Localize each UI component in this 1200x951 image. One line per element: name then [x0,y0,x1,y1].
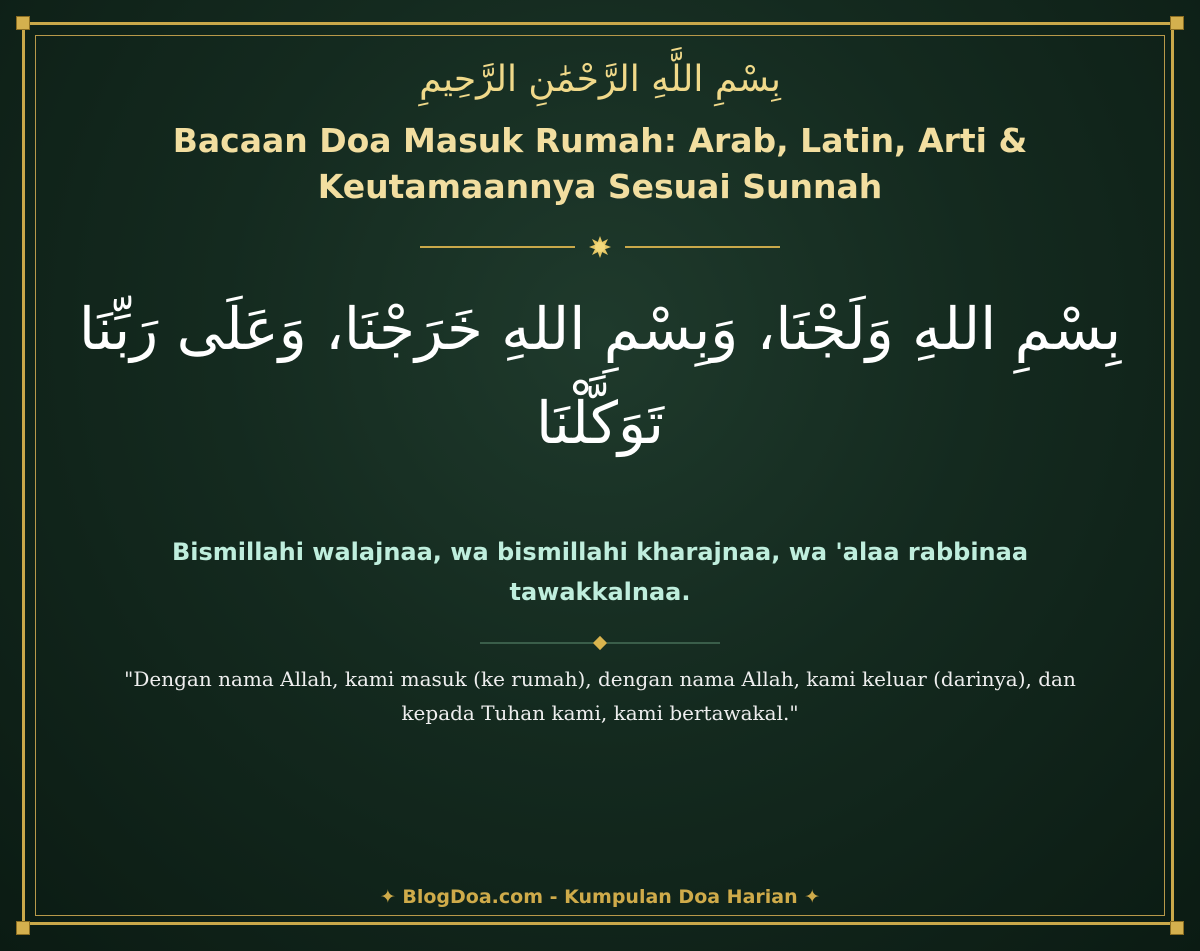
bismillah-heading: بِسْمِ اللَّهِ الرَّحْمَٰنِ الرَّحِيمِ [419,59,781,100]
ornament-divider-top [420,232,780,262]
corner-ornament-bottom-left [16,921,30,935]
corner-ornament-top-right [1170,16,1184,30]
small-star-ornament-icon [593,636,607,650]
ornament-divider-middle [480,630,720,656]
page-title: Bacaan Doa Masuk Rumah: Arab, Latin, Arti & Keutamaannya Sesuai Sunnah [172,121,1028,206]
doa-latin-text: Bismillahi walajnaa, wa bismillahi kharajnaa, wa 'alaa rabbinaa tawakkalnaa. [171,538,1029,606]
doa-translation-text: "Dengan nama Allah, kami masuk (ke rumah), dengan nama Allah, kami keluar (darinya), dan kepada Tuhan kami, kami bertawakal." [124,667,1076,725]
doa-arabic-text: بِسْمِ اللهِ وَلَجْنَا، وَبِسْمِ اللهِ خَرَجْنَا، وَعَلَى رَبِّنَا تَوَكَّلْنَا [78,295,1122,457]
footer-credit: ✦ BlogDoa.com - Kumpulan Doa Harian ✦ [379,886,821,908]
corner-ornament-top-left [16,16,30,30]
star-ornament-icon [589,236,611,258]
corner-ornament-bottom-right [1170,921,1184,935]
